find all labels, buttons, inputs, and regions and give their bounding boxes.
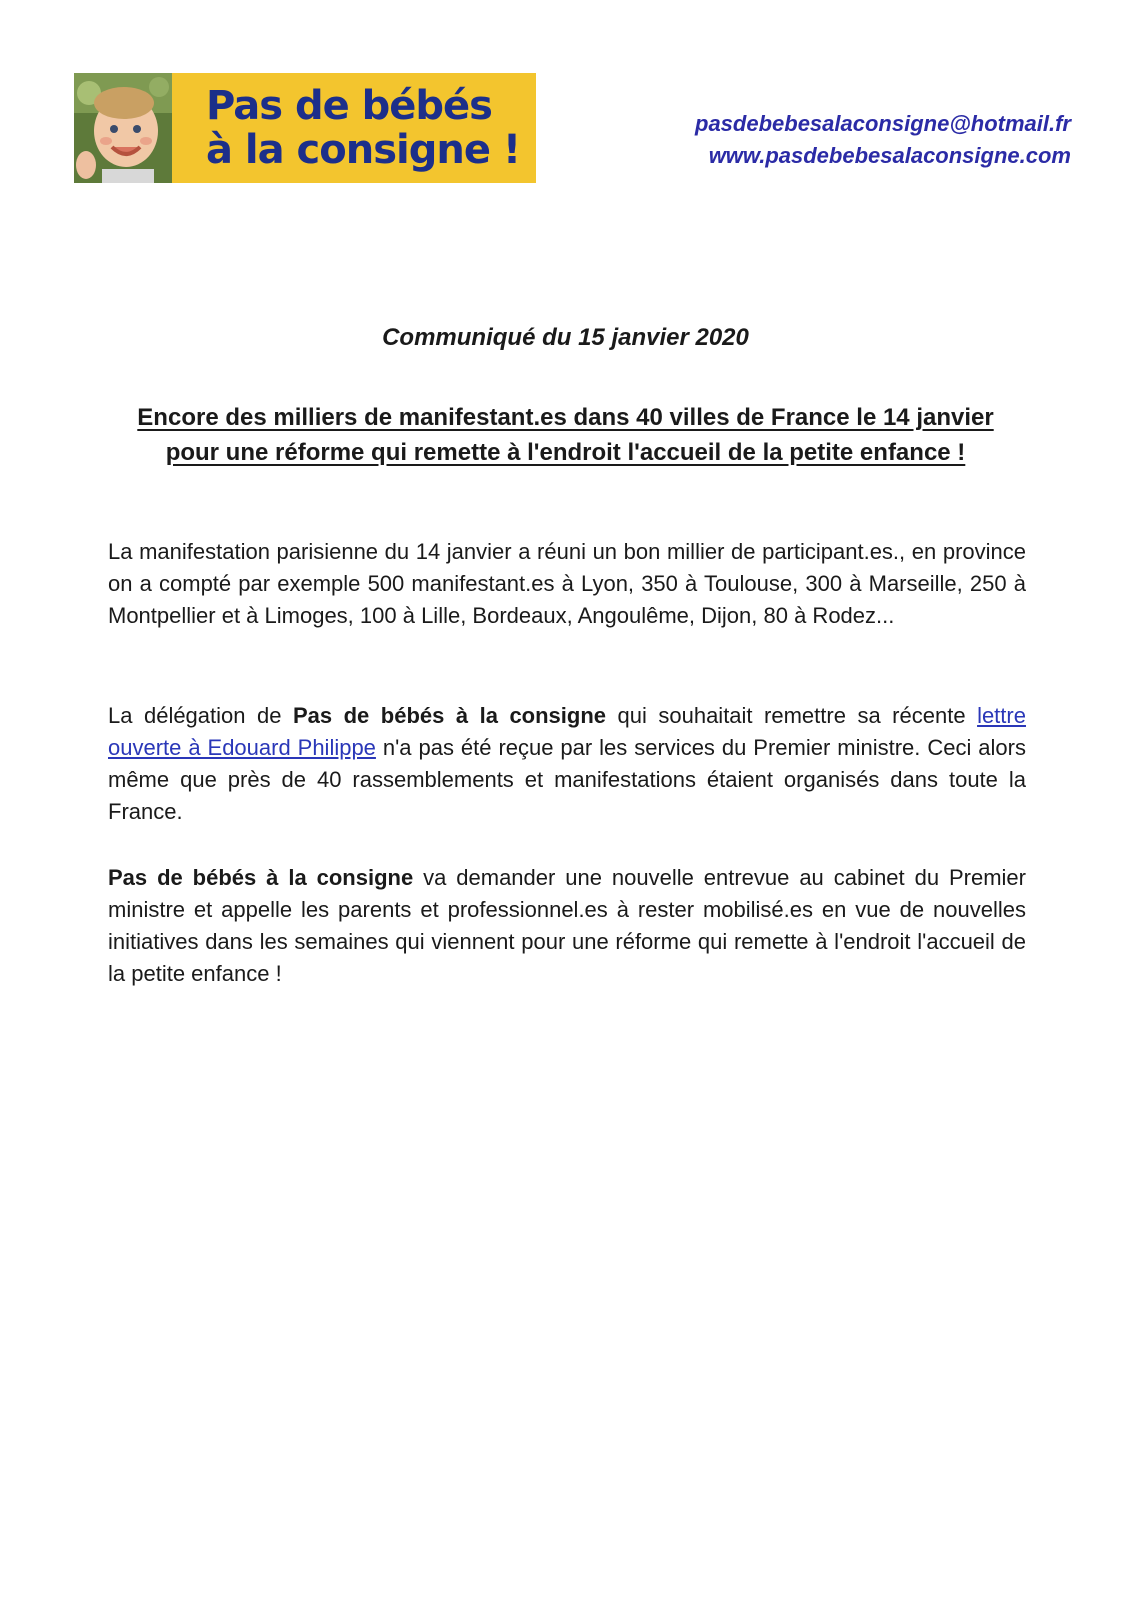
title-line-1: Encore des milliers de manifestant.es dans 40 villes de France le 14 janvier: [137, 404, 994, 431]
baby-photo: [74, 73, 172, 183]
date-heading: Communiqué du 15 janvier 2020: [382, 324, 749, 351]
email-link[interactable]: pasdebebesalaconsigne@hotmail.fr: [695, 111, 1071, 136]
paragraph-3-tail: va demander une nouvelle entrevue au cabinet du Premier ministre et appelle les parents et professionnel.es à rester mobilisé.es en vue de nouvelles initiatives dans les semaines qui viennent pour une réforme qui remette à l'endroit l'accueil de la petite enfance !: [108, 865, 1026, 986]
open-letter-link[interactable]: lettre ouverte à Edouard Philippe: [108, 703, 1026, 760]
organization-name: Pas de bébés à la consigne: [292, 703, 607, 728]
title-line-2: pour une réforme qui remette à l'endroit l'accueil de la petite enfance !: [165, 439, 966, 466]
logo-text: [172, 73, 536, 183]
logo-line-1: Pas de bébés: [206, 83, 492, 129]
paragraph-3: [108, 862, 1026, 990]
logo-line-2: à la consigne !: [206, 127, 521, 173]
contact-block: [695, 108, 1071, 172]
paragraph-2-tail: n'a pas été reçue par les services du Premier ministre. Ceci alors même que près de 40 rassemblements et manifestations étaient organisés dans toute la France.: [108, 735, 1026, 824]
paragraph-2-middle: qui souhaitait remettre sa récente: [606, 703, 978, 728]
website-link[interactable]: www.pasdebebesalaconsigne.com: [708, 143, 1071, 168]
paragraph-2-lead: La délégation de: [108, 703, 293, 728]
main-title: [80, 400, 1051, 470]
logo-banner: [74, 73, 536, 183]
organization-name: Pas de bébés à la consigne: [108, 865, 414, 890]
paragraph-2: [108, 700, 1026, 828]
paragraph-1: La manifestation parisienne du 14 janvier a réuni un bon millier de participant.es., en province on a compté par exemple 500 manifestant.es à Lyon, 350 à Toulouse, 300 à Marseille, 250 à Montpellier et à Limoges, 100 à Lille, Bordeaux, Angoulême, Dijon, 80 à Rodez...: [108, 539, 1026, 628]
